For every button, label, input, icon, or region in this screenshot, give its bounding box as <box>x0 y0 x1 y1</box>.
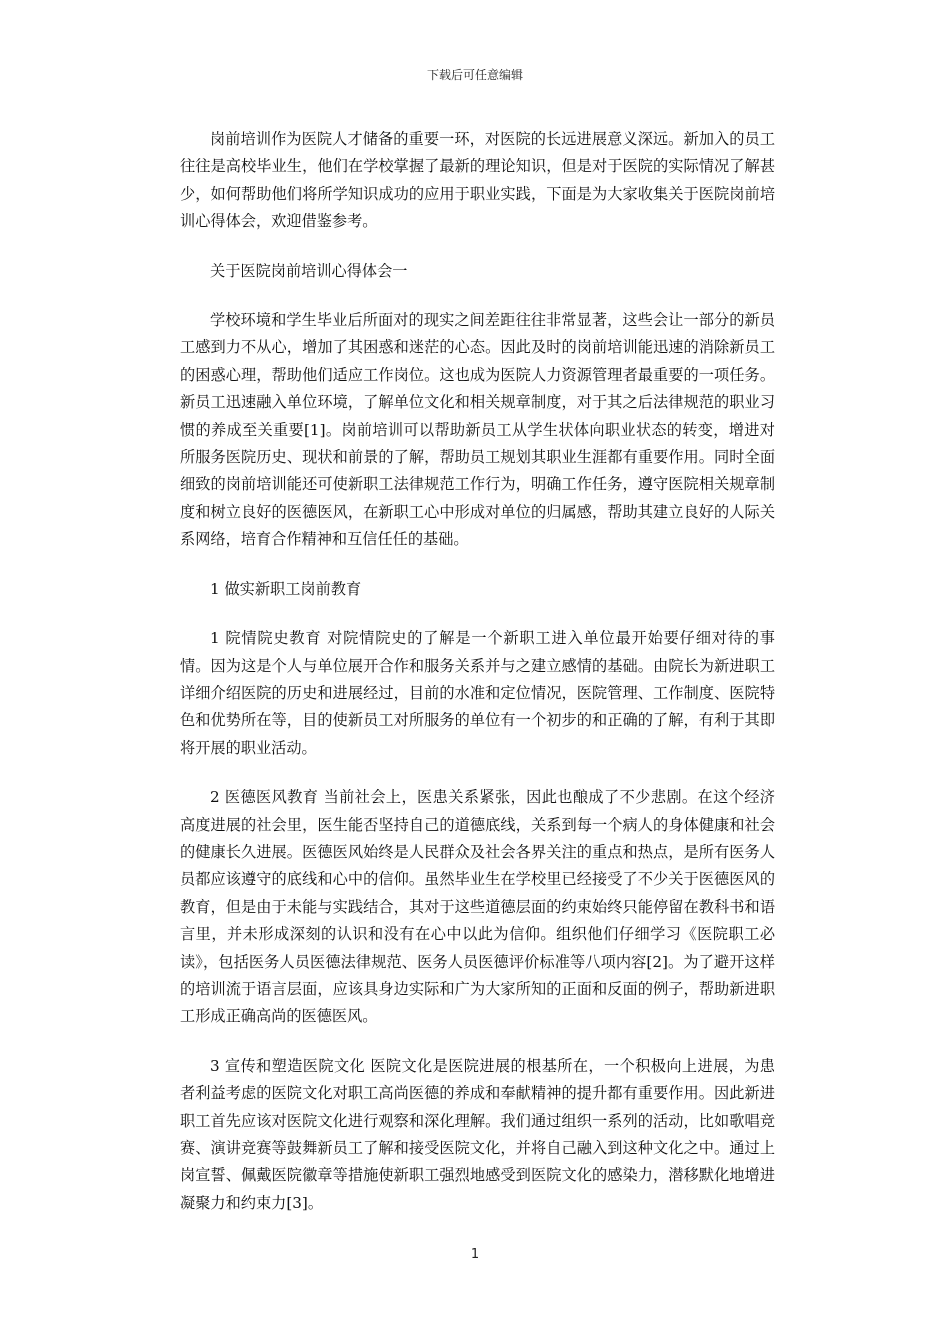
body-paragraph: 学校环境和学生毕业后所面对的现实之间差距往往非常显著，这些会让一部分的新员工感到力不从心，增加了其困惑和迷茫的心态。因此及时的岗前培训能迅速的消除新员工的困惑心理，帮助他们适应工作岗位。这也成为医院人力资源管理者最重要的一项任务。新员工迅速融入单位环境，了解单位文化和相关规章制度，对于其之后法律规范的职业习惯的养成至关重要[1]。岗前培训可以帮助新员工从学生状体向职业状态的转变，增进对所服务医院历史、现状和前景的了解，帮助员工规划其职业生涯都有重要作用。同时全面细致的岗前培训能还可使新职工法律规范工作行为，明确工作任务，遵守医院相关规章制度和树立良好的医德医风，在新职工心中形成对单位的归属感，帮助其建立良好的人际关系网络，培育合作精神和互信任任的基础。 <box>180 311 775 549</box>
page-number: 1 <box>470 1247 480 1262</box>
page-header: 下载后可任意编辑 <box>426 68 523 82</box>
body-paragraph: 1 院情院史教育 对院情院史的了解是一个新职工进入单位最开始要仔细对待的事情。因为这是个人与单位展开合作和服务关系并与之建立感情的基础。由院长为新进职工详细介绍医院的历史和进展经过，目前的水准和定位情况，医院管理、工作制度、医院特色和优势所在等，目的使新员工对所服务的单位有一个初步的和正确的了解，有利于其即将开展的职业活动。 <box>180 629 775 757</box>
body-paragraph: 2 医德医风教育 当前社会上，医患关系紧张，因此也酿成了不少悲剧。在这个经济高度进展的社会里，医生能否坚持自己的道德底线，关系到每一个病人的身体健康和社会的健康长久进展。医德医风始终是人民群众及社会各界关注的重点和热点，是所有医务人员都应该遵守的底线和心中的信仰。虽然毕业生在学校里已经接受了不少关于医德医风的教育，但是由于未能与实践结合，其对于这些道德层面的约束始终只能停留在教科书和语言里，并未形成深刻的认识和没有在心中以此为信仰。组织他们仔细学习《医院职工必读》，包括医务人员医德法律规范、医务人员医德评价标准等八项内容[2]。为了避开这样的培训流于语言层面，应该具身边实际和广为大家所知的正面和反面的例子，帮助新进职工形成正确高尚的医德医风。 <box>180 788 775 1026</box>
section-title: 关于医院岗前培训心得体会一 <box>210 261 408 280</box>
body-paragraph: 3 宣传和塑造医院文化 医院文化是医院进展的根基所在，一个积极向上进展，为患者利益考虑的医院文化对职工高尚医德的养成和奉献精神的提升都有重要作用。因此新进职工首先应该对医院文化进行观察和深化理解。我们通过组织一系列的活动，比如歌唱竞赛、演讲竞赛等鼓舞新员工了解和接受医院文化，并将自己融入到这种文化之中。通过上岗宣誓、佩戴医院徽章等措施使新职工强烈地感受到医院文化的感染力，潜移默化地增进凝聚力和约束力[3]。 <box>180 1056 775 1212</box>
section-heading: 1 做实新职工岗前教育 <box>210 579 362 598</box>
intro-paragraph: 岗前培训作为医院人才储备的重要一环，对医院的长远进展意义深远。新加入的员工往往是高校毕业生，他们在学校掌握了最新的理论知识，但是对于医院的实际情况了解甚少，如何帮助他们将所学知识成功的应用于职业实践，下面是为大家收集关于医院岗前培训心得体会，欢迎借鉴参考。 <box>180 130 775 231</box>
document-body <box>180 126 775 1239</box>
